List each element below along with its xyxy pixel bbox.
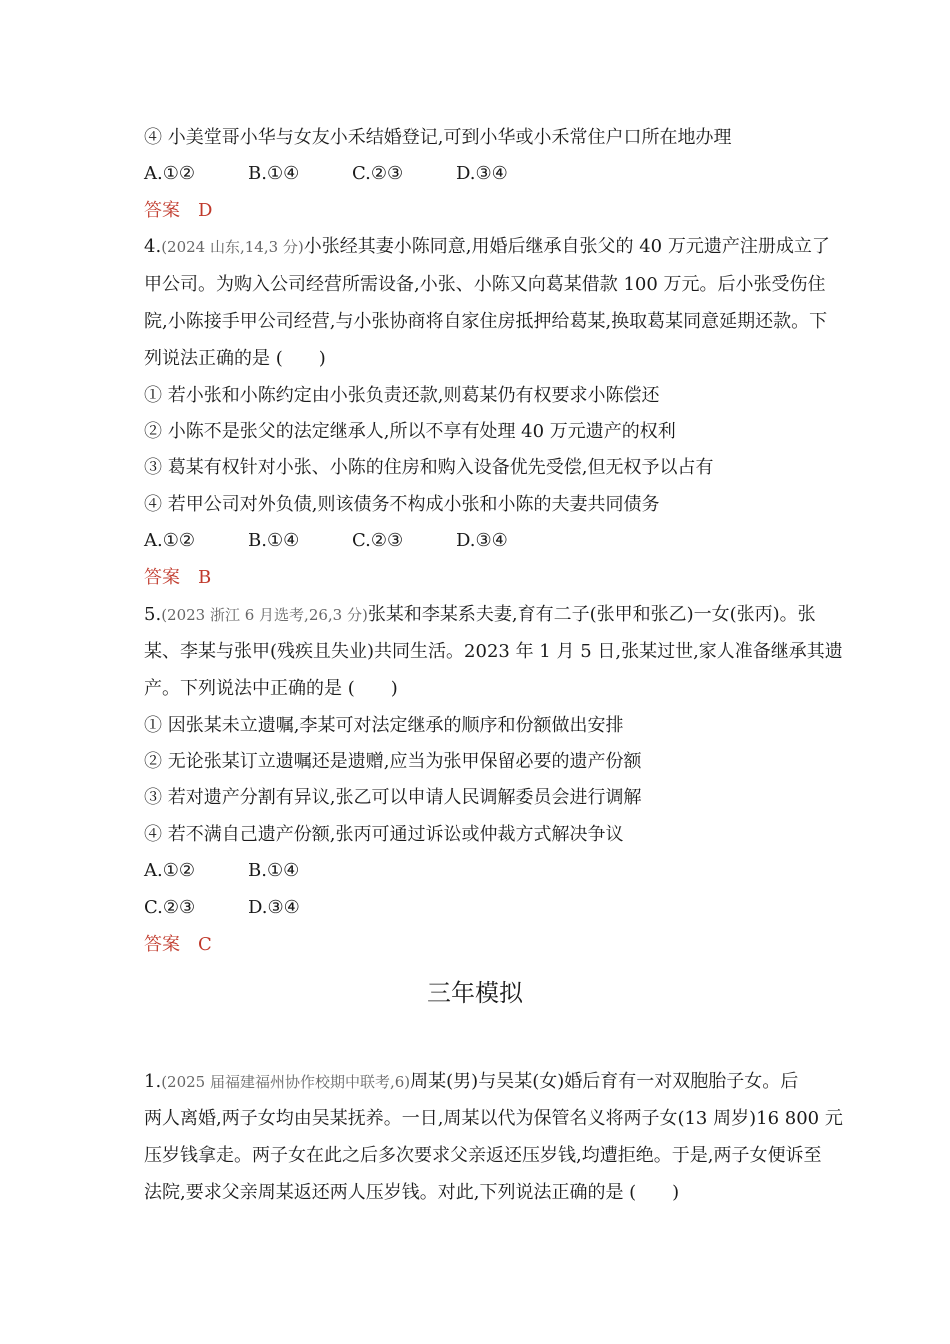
mock-question-1-stem-line-3: 压岁钱拿走。两子女在此之后多次要求父亲返还压岁钱,均遭拒绝。于是,两子女便诉至: [144, 1145, 822, 1166]
question-number: 1.: [144, 1071, 162, 1092]
question-5-answer: [144, 932, 212, 958]
question-source: (2025 届福建福州协作校期中联考,6): [161, 1073, 411, 1091]
mock-question-1-stem-line-4: 法院,要求父亲周某返还两人压岁钱。对此,下列说法正确的是 ( ): [144, 1182, 680, 1203]
question-4-stem-line-1: [144, 234, 830, 260]
question-4-stem-line-4: 列说法正确的是 ( ): [144, 348, 326, 369]
question-5-item-3: ③ 若对遗产分割有异议,张乙可以申请人民调解委员会进行调解: [144, 787, 642, 808]
mock-question-1-stem-line-1: [144, 1069, 798, 1095]
option-a[interactable]: A.①②: [144, 163, 195, 184]
question-4-option-a[interactable]: A.①②: [144, 530, 195, 551]
stem-text: 小张经其妻小陈同意,用婚后继承自张父的 40 万元遗产注册成立了: [303, 236, 830, 257]
question-4-stem-line-2: 甲公司。为购入公司经营所需设备,小张、小陈又向葛某借款 100 万元。后小张受伤住: [144, 274, 826, 295]
question-5-item-4: ④ 若不满自己遗产份额,张丙可通过诉讼或仲裁方式解决争议: [144, 824, 624, 845]
answer-value: D: [198, 200, 213, 221]
answer-label: 答案: [144, 200, 180, 221]
option-c[interactable]: C.②③: [352, 163, 404, 184]
question-5-option-b[interactable]: B.①④: [248, 860, 300, 881]
mock-question-1-stem-line-2: 两人离婚,两子女均由吴某抚养。一日,周某以代为保管名义将两子女(13 周岁)16 800 元: [144, 1108, 843, 1129]
question-5-item-2: ② 无论张某订立遗嘱还是遗赠,应当为张甲保留必要的遗产份额: [144, 751, 642, 772]
question-5-option-a[interactable]: A.①②: [144, 860, 195, 881]
question-source: (2023 浙江 6 月选考,26,3 分): [161, 606, 368, 624]
question-source: (2024 山东,14,3 分): [161, 238, 304, 256]
section-title: 三年模拟: [427, 979, 523, 1007]
option-b[interactable]: B.①④: [248, 163, 300, 184]
answer-label: 答案: [144, 934, 180, 955]
answer-value: C: [198, 934, 212, 955]
question-5-stem-line-2: 某、李某与张甲(残疾且失业)共同生活。2023 年 1 月 5 日,张某过世,家人准备继承其遗: [144, 641, 843, 662]
answer-label: 答案: [144, 567, 180, 588]
question-5-option-d[interactable]: D.③④: [248, 897, 300, 918]
question-5-item-1: ① 因张某未立遗嘱,李某可对法定继承的顺序和份额做出安排: [144, 715, 624, 736]
question-4-option-d[interactable]: D.③④: [456, 530, 508, 551]
question-number: 5.: [144, 604, 162, 625]
question-4-item-4: ④ 若甲公司对外负债,则该债务不构成小张和小陈的夫妻共同债务: [144, 494, 660, 515]
question-5-stem-line-3: 产。下列说法中正确的是 ( ): [144, 678, 398, 699]
question-4-item-1: ① 若小张和小陈约定由小张负责还款,则葛某仍有权要求小陈偿还: [144, 385, 660, 406]
answer: [144, 198, 212, 224]
question-4-item-2: ② 小陈不是张父的法定继承人,所以不享有处理 40 万元遗产的权利: [144, 421, 676, 442]
question-4-option-c[interactable]: C.②③: [352, 530, 404, 551]
question-5-option-c[interactable]: C.②③: [144, 897, 196, 918]
stem-text: 周某(男)与吴某(女)婚后育有一对双胞胎子女。后: [410, 1071, 799, 1092]
question-4-stem-line-3: 院,小陈接手甲公司经营,与小张协商将自家住房抵押给葛某,换取葛某同意延期还款。下: [144, 311, 828, 332]
stem-text: 张某和李某系夫妻,育有二子(张甲和张乙)一女(张丙)。张: [367, 604, 816, 625]
item-4: ④ 小美堂哥小华与女友小禾结婚登记,可到小华或小禾常住户口所在地办理: [144, 127, 732, 148]
question-5-stem-line-1: [144, 602, 816, 628]
question-4-answer: [144, 565, 211, 591]
question-number: 4.: [144, 236, 162, 257]
question-4-item-3: ③ 葛某有权针对小张、小陈的住房和购入设备优先受偿,但无权予以占有: [144, 457, 714, 478]
question-4-option-b[interactable]: B.①④: [248, 530, 300, 551]
answer-value: B: [198, 567, 212, 588]
option-d[interactable]: D.③④: [456, 163, 508, 184]
